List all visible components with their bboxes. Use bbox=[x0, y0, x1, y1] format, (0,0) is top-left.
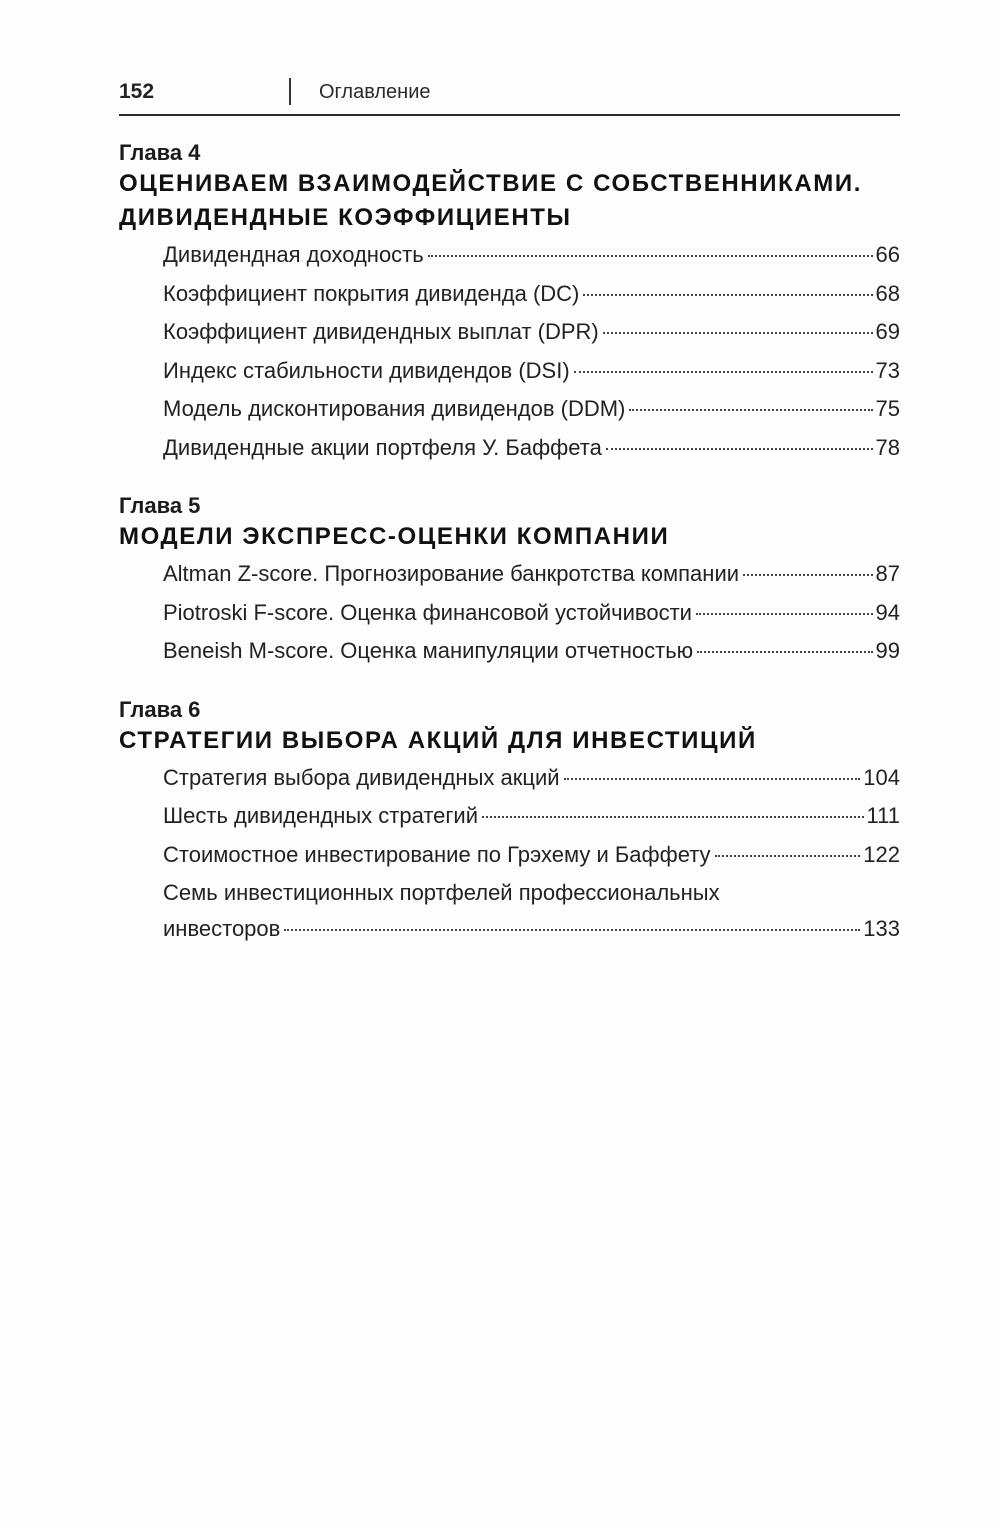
entry-page: 99 bbox=[875, 638, 900, 663]
entry-title: Дивидендная доходность bbox=[163, 242, 424, 267]
entry-title: Модель дисконтирования дивидендов (DDM) bbox=[163, 396, 626, 421]
toc-entry[interactable] bbox=[163, 797, 900, 836]
chapter-title-line: ОЦЕНИВАЕМ ВЗАИМОДЕЙСТВИЕ С СОБСТВЕННИКАМИ. bbox=[119, 170, 862, 197]
chapter-4 bbox=[119, 138, 900, 467]
entry-page: 68 bbox=[875, 280, 900, 306]
chapter-label: Глава 6 bbox=[119, 696, 201, 722]
entry-title: Индекс стабильности дивидендов (DSI) bbox=[163, 357, 570, 383]
chapter-title-line: СТРАТЕГИИ ВЫБОРА АКЦИЙ ДЛЯ ИНВЕСТИЦИЙ bbox=[119, 726, 757, 754]
entry-list bbox=[119, 236, 900, 467]
entry-title: Семь инвестиционных портфелей профессиональных bbox=[163, 880, 720, 905]
entry-title: Коэффициент покрытия дивиденда (DC) bbox=[163, 280, 580, 306]
toc-entry[interactable] bbox=[163, 275, 900, 314]
page-number: 152 bbox=[119, 80, 155, 103]
header-separator bbox=[289, 78, 291, 105]
entry-page: 133 bbox=[863, 916, 900, 941]
dot-leader bbox=[583, 294, 872, 296]
entry-title: Стратегия выбора дивидендных акций bbox=[163, 764, 560, 790]
toc-entry[interactable] bbox=[163, 313, 900, 352]
chapter-title-line: МОДЕЛИ ЭКСПРЕСС-ОЦЕНКИ КОМПАНИИ bbox=[119, 523, 670, 550]
dot-leader bbox=[482, 816, 864, 818]
entry-list bbox=[119, 759, 900, 948]
toc-entry[interactable] bbox=[163, 836, 900, 875]
chapter-label: Глава 5 bbox=[119, 493, 201, 518]
dot-leader bbox=[574, 371, 873, 373]
entry-page: 69 bbox=[875, 319, 900, 344]
entry-page: 87 bbox=[875, 561, 900, 586]
chapter-6 bbox=[119, 695, 900, 948]
entry-title-continued: инвесторов bbox=[163, 916, 281, 941]
entry-title: Коэффициент дивидендных выплат (DPR) bbox=[163, 319, 599, 344]
entry-title: Altman Z-score. Прогнозирование банкротства компании bbox=[163, 561, 740, 586]
toc-entry[interactable] bbox=[163, 759, 900, 798]
dot-leader bbox=[697, 651, 872, 653]
toc-entry[interactable] bbox=[163, 594, 900, 633]
entry-page: 104 bbox=[863, 764, 900, 790]
entry-title: Дивидендные акции портфеля У. Баффета bbox=[163, 434, 602, 460]
entry-page: 111 bbox=[866, 803, 900, 828]
dot-leader bbox=[284, 929, 860, 931]
chapter-5 bbox=[119, 491, 900, 671]
dot-leader bbox=[715, 855, 861, 857]
entry-page: 75 bbox=[875, 396, 900, 421]
entry-title: Beneish M-score. Оценка манипуляции отчетностью bbox=[163, 638, 694, 663]
dot-leader bbox=[696, 613, 873, 615]
chapter-title-line: ДИВИДЕНДНЫЕ КОЭФФИЦИЕНТЫ bbox=[119, 204, 572, 231]
toc-entry[interactable] bbox=[163, 632, 900, 671]
entry-title: Стоимостное инвестирование по Грэхему и Баффету bbox=[163, 841, 711, 867]
table-of-contents bbox=[119, 138, 900, 971]
entry-title: Шесть дивидендных стратегий bbox=[163, 803, 479, 828]
toc-entry[interactable] bbox=[163, 429, 900, 468]
toc-entry[interactable] bbox=[163, 874, 900, 947]
entry-title: Piotroski F-score. Оценка финансовой устойчивости bbox=[163, 599, 692, 625]
toc-entry[interactable] bbox=[163, 390, 900, 429]
entry-page: 78 bbox=[875, 434, 900, 460]
dot-leader bbox=[743, 574, 872, 576]
toc-entry[interactable] bbox=[163, 352, 900, 391]
entry-page: 66 bbox=[875, 242, 900, 267]
chapter-label: Глава 4 bbox=[119, 140, 201, 165]
dot-leader bbox=[564, 778, 861, 780]
page-header bbox=[119, 78, 900, 116]
toc-entry[interactable] bbox=[163, 555, 900, 594]
entry-page: 94 bbox=[875, 599, 900, 625]
dot-leader bbox=[428, 255, 873, 257]
dot-leader bbox=[629, 409, 872, 411]
entry-list bbox=[119, 555, 900, 671]
toc-entry[interactable] bbox=[163, 236, 900, 275]
dot-leader bbox=[603, 332, 873, 334]
entry-page: 122 bbox=[863, 841, 900, 867]
entry-page: 73 bbox=[875, 357, 900, 383]
dot-leader bbox=[606, 448, 873, 450]
running-title: Оглавление bbox=[319, 81, 431, 103]
